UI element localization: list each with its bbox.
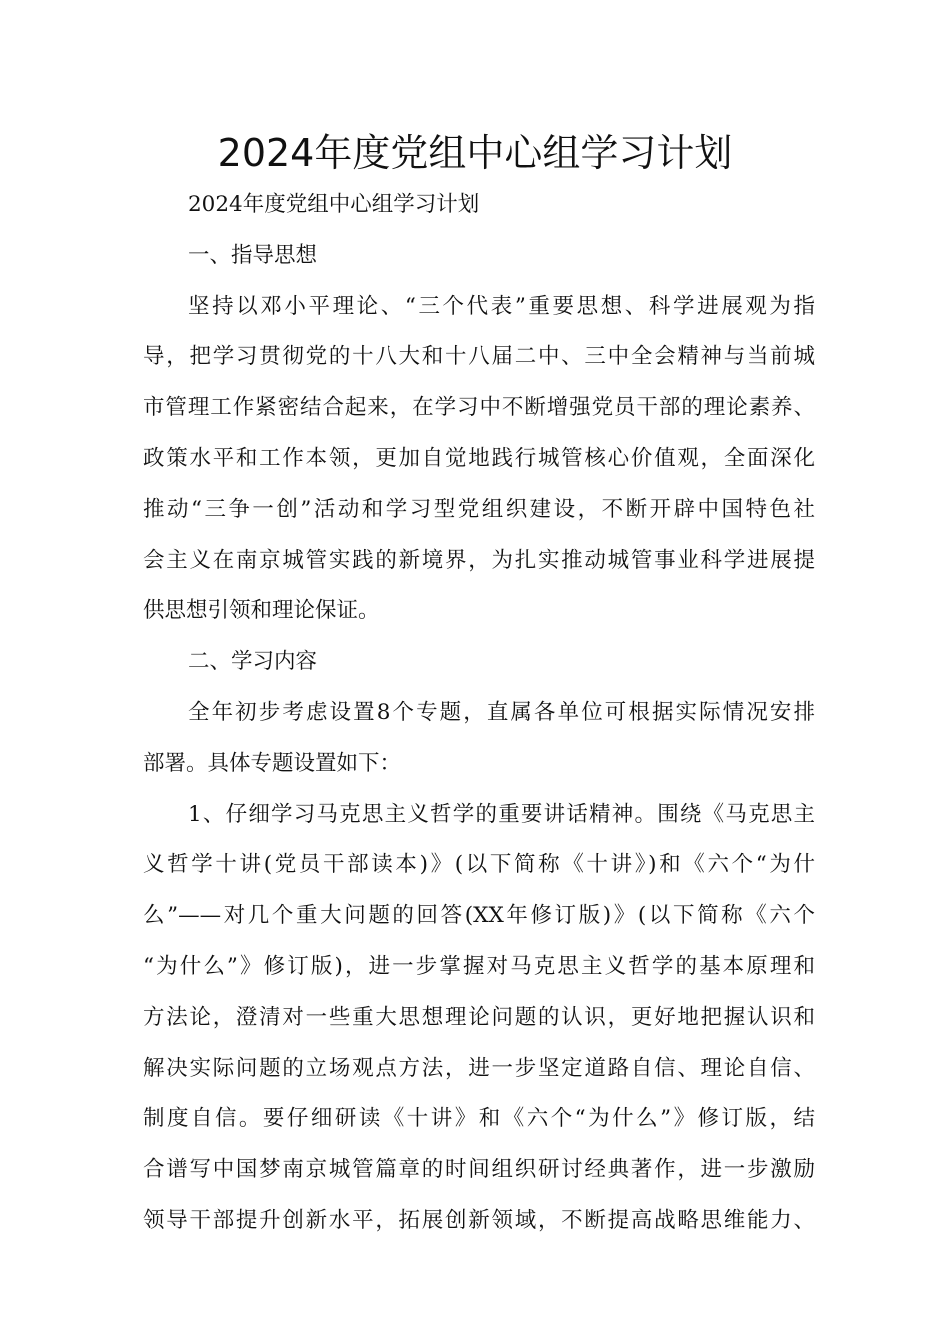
document-title: 2024年度党组中心组学习计划 — [217, 131, 733, 175]
paragraph-line: 么”——对几个重大问题的回答(XX年修订版)》(以下简称《六个 — [143, 903, 815, 929]
paragraph-line: 供思想引领和理论保证。 — [143, 598, 380, 624]
subtitle-line: 2024年度党组中心组学习计划 — [188, 192, 480, 217]
section-heading: 一、指导思想 — [188, 242, 318, 268]
paragraph-line: 部署。具体专题设置如下： — [143, 750, 402, 776]
paragraph-line: 会主义在南京城管实践的新境界，为扎实推动城管事业科学进展提 — [143, 547, 815, 573]
paragraph-line: 解决实际问题的立场观点方法，进一步坚定道路自信、理论自信、 — [143, 1055, 815, 1081]
paragraph-line: 1、仔细学习马克思主义哲学的重要讲话精神。围绕《马克思主 — [188, 801, 815, 827]
paragraph-line: 坚持以邓小平理论、“三个代表”重要思想、科学进展观为指 — [188, 293, 815, 319]
paragraph-line: 政策水平和工作本领，更加自觉地践行城管核心价值观，全面深化 — [143, 445, 815, 471]
paragraph-line: 全年初步考虑设置8个专题，直属各单位可根据实际情况安排 — [188, 699, 815, 725]
paragraph-line: 方法论，澄清对一些重大思想理论问题的认识，更好地把握认识和 — [143, 1004, 815, 1030]
paragraph-line: 制度自信。要仔细研读《十讲》和《六个“为什么”》修订版，结 — [143, 1106, 815, 1132]
paragraph-line: 导，把学习贯彻党的十八大和十八届二中、三中全会精神与当前城 — [143, 344, 815, 370]
paragraph-line: 义哲学十讲(党员干部读本)》(以下简称《十讲》)和《六个“为什 — [143, 852, 815, 878]
section-heading: 二、学习内容 — [188, 649, 318, 675]
paragraph-line: “为什么”》修订版)，进一步掌握对马克思主义哲学的基本原理和 — [143, 953, 815, 979]
paragraph-line: 推动“三争一创”活动和学习型党组织建设，不断开辟中国特色社 — [143, 496, 815, 522]
paragraph-line: 合谱写中国梦南京城管篇章的时间组织研讨经典著作，进一步激励 — [143, 1157, 815, 1183]
paragraph-line: 领导干部提升创新水平，拓展创新领域，不断提高战略思维能力、 — [143, 1207, 815, 1233]
paragraph-line: 市管理工作紧密结合起来，在学习中不断增强党员干部的理论素养、 — [143, 395, 815, 421]
document-body — [143, 180, 815, 1247]
